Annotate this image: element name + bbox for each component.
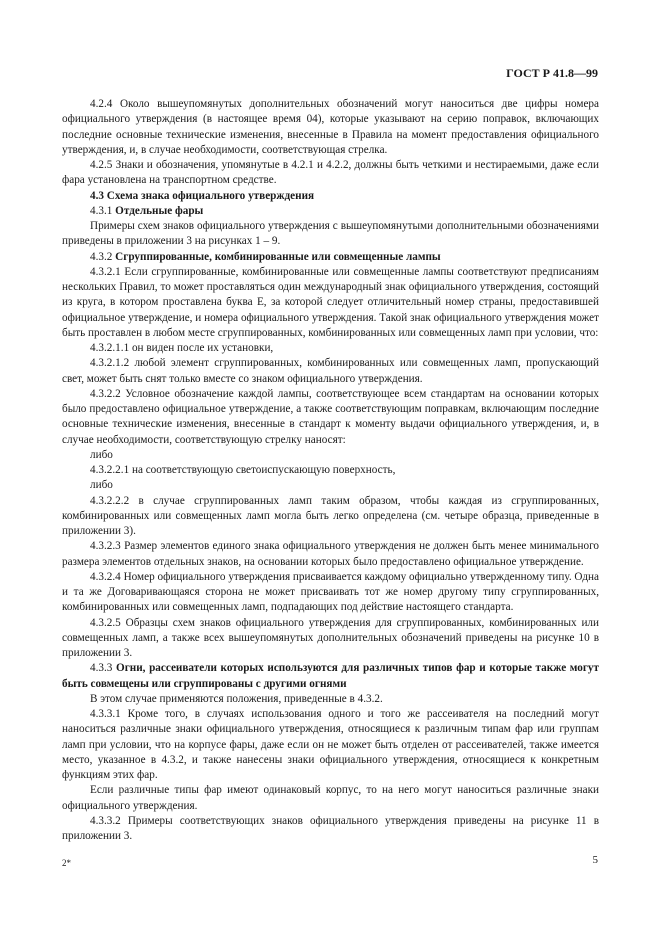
paragraph — [62, 265, 599, 341]
clause-heading: Отдельные фары — [115, 204, 204, 217]
paragraph-text: Если различные типы фар имеют одинаковый корпус, то на него могут наноситься различные знаки официального утверждения. — [62, 784, 599, 812]
paragraph — [62, 356, 599, 387]
paragraph — [62, 448, 599, 463]
clause-heading: Сгруппированные, комбинированные или совмещенные лампы — [115, 250, 441, 263]
paragraph-text: 4.3.2.1.2 любой элемент сгруппированных, комбинированных или совмещенных ламп, пропускающий свет, может быть снят только вместе со знаком официального утверждения. — [62, 357, 599, 385]
paragraph — [62, 692, 599, 707]
paragraph — [62, 158, 599, 189]
paragraph — [62, 463, 599, 478]
paragraph-text: В этом случае применяются положения, приведенные в 4.3.2. — [90, 692, 383, 705]
paragraph-text: 4.3.2.5 Образцы схем знаков официального утверждения для сгруппированных, комбинированных или совмещенных ламп, а также всех вышеупомянутых дополнительных обозначений приведены на рисунке 10 в приложении 3. — [62, 616, 599, 659]
section-heading — [62, 661, 599, 692]
paragraph-text: 4.3.3.1 Кроме того, в случаях использования одного и того же рассеивателя на последний могут наноситься различные знаки официального утверждения, относящиеся к различным типам фар или группам ламп при условии, что на корпусе фары, даже если он не может быть отделен от рассеивателей, также имеется место, указанное в 4.3.2, и также нанесены знаки официального утверждения, относящиеся к конкретным функциям этих фар. — [62, 708, 599, 781]
paragraph-text: 4.3.3.2 Примеры соответствующих знаков официального утверждения приведены на рисунке 11 в приложении 3. — [62, 814, 599, 842]
paragraph-text: 4.3.2.2.2 в случае сгруппированных ламп таким образом, чтобы каждая из сгруппированных, комбинированных или совмещенных ламп могла быть легко определена (см. четыре образца, приведенные в приложении 3). — [62, 494, 599, 537]
document-code: ГОСТ Р 41.8—99 — [506, 66, 598, 80]
paragraph — [62, 539, 599, 570]
paragraph-text: 4.3.2.1 Если сгруппированные, комбинированные или совмещенные лампы соответствуют предписаниям нескольких Правил, то может проставляться один международный знак официального утверждения, состоящий из круга, в котором проставлена буква Е, за которой следует отличительный номер страны, предоставившей официальное утверждение, и номера официального утверждения. Такой знак официального утверждения может быть проставлен в любом месте сгруппированных, комбинированных или совмещенных ламп при условии, что: — [62, 265, 599, 339]
paragraph-text: 4.3.2.3 Размер элементов единого знака официального утверждения не должен быть менее минимального размера элементов отдельных знаков, на основании которых было предоставлено официальное утверждение. — [62, 540, 599, 568]
section-heading — [62, 189, 599, 204]
paragraph — [62, 97, 599, 158]
signature-mark: 2* — [62, 858, 71, 868]
paragraph — [62, 783, 599, 814]
clause-number: 4.3.1 — [90, 204, 116, 217]
section-heading — [62, 250, 599, 265]
paragraph-text: 4.3.2.2 Условное обозначение каждой лампы, соответствующее всем стандартам на основании которых было предоставлено официальное утверждение, а также соответствующим поправкам, включающим последние основные технические изменения, внесенные в стандарт к моменту выдачи официального утверждения, и, в случае необходимости, соответствующую стрелку наносят: — [62, 387, 599, 446]
paragraph-text: Примеры схем знаков официального утверждения с вышеупомянутыми дополнительными обозначениями приведены в приложении 3 на рисунках 1 – 9. — [62, 220, 599, 248]
clause-heading: Огни, рассеиватели которых используются для различных типов фар и которые также могут быть совмещены или сгруппированы с другими огнями — [62, 662, 600, 690]
clause-heading: 4.3 Схема знака официального утверждения — [90, 189, 315, 202]
paragraph — [62, 616, 599, 662]
paragraph — [62, 478, 599, 493]
paragraph-text: либо — [90, 479, 113, 492]
paragraph-text: либо — [90, 448, 113, 461]
paragraph — [62, 219, 599, 250]
clause-number: 4.3.2 — [90, 250, 116, 263]
paragraph-text: 4.3.2.4 Номер официального утверждения присваивается каждому официально утвержденному типу. Одна и та же Договаривающаяся сторона не может присваивать тот же номер другому типу сгруппированных, комбинированных или совмещенных ламп, подпадающих под действие настоящего стандарта. — [62, 570, 599, 614]
paragraph-text: 4.3.2.1.1 он виден после их установки, — [90, 342, 274, 354]
paragraph — [62, 570, 599, 616]
clause-number: 4.3.3 — [90, 662, 116, 675]
section-heading — [62, 204, 599, 219]
paragraph-text: 4.3.2.2.1 на соответствующую светоиспускающую поверхность, — [90, 464, 396, 476]
page-number: 5 — [592, 854, 598, 866]
paragraph — [62, 707, 599, 783]
document-body — [62, 97, 599, 844]
paragraph — [62, 814, 599, 845]
paragraph-text: 4.2.5 Знаки и обозначения, упомянутые в 4.2.1 и 4.2.2, должны быть четкими и нестираемыми, даже если фара установлена на транспортном средстве. — [62, 159, 599, 187]
paragraph — [62, 341, 599, 356]
paragraph — [62, 494, 599, 540]
paragraph — [62, 387, 599, 448]
paragraph-text: 4.2.4 Около вышеупомянутых дополнительных обозначений могут наноситься две цифры номера официального утверждения (в настоящее время 04), которые указывают на серию поправок, включающих последние основные технические изменения, внесенные в Правила на момент предоставления официального утверждения, и, в случае необходимости, соответствующая стрелка. — [62, 98, 599, 156]
